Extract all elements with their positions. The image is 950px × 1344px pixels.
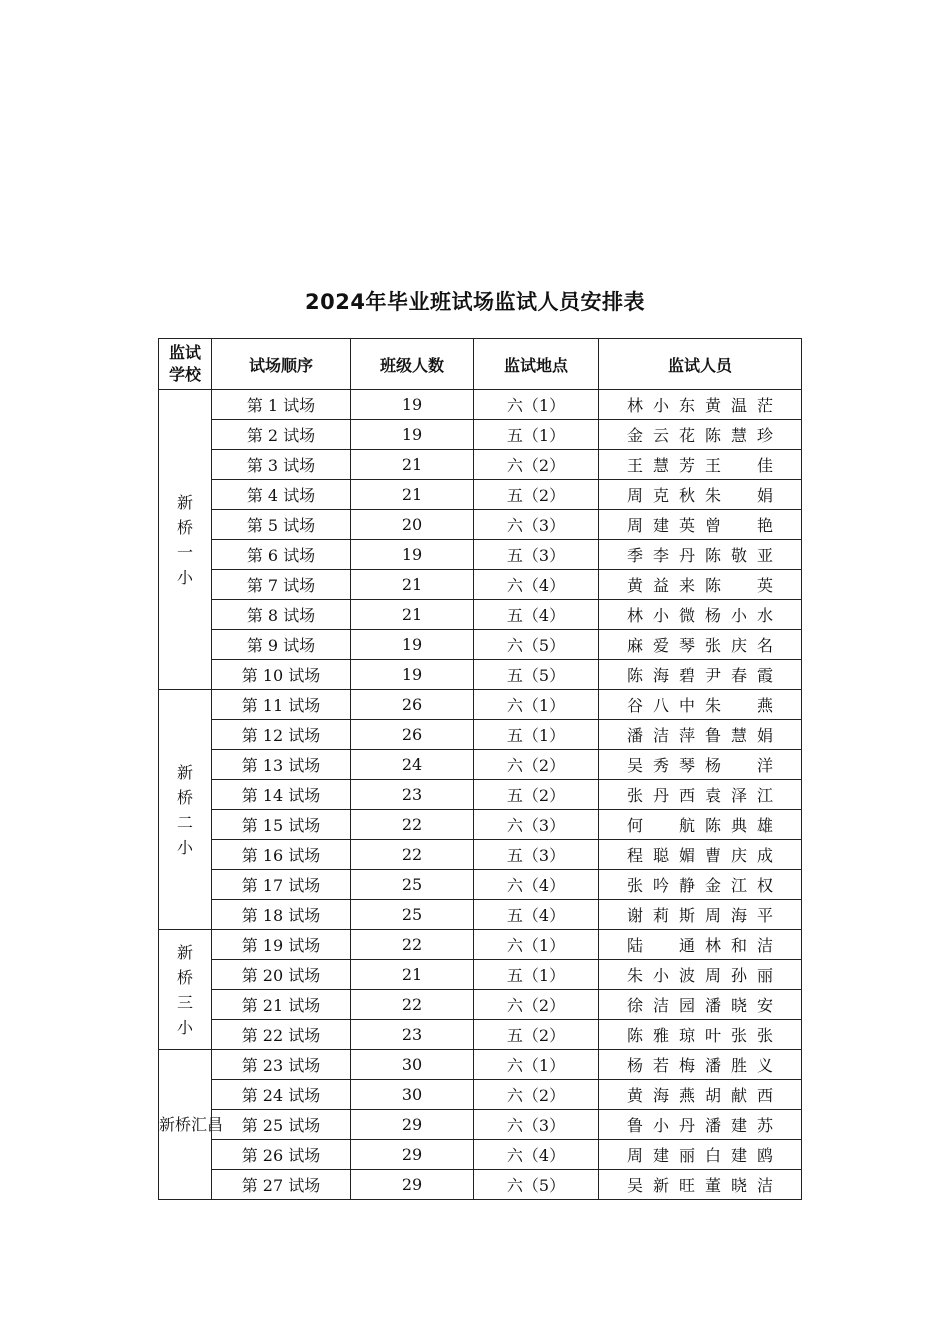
count-cell: 20 [351,510,474,540]
proctors-cell [599,480,802,510]
count-cell: 21 [351,480,474,510]
count-cell: 29 [351,1110,474,1140]
location-cell: 六（2） [474,750,599,780]
school-name: 新 桥 三 小 [176,942,193,1037]
location-cell: 六（5） [474,630,599,660]
school-name: 新 桥 二 小 [176,762,193,857]
table-row [159,390,802,420]
room-cell: 第 9 试场 [212,630,351,660]
room-cell: 第 7 试场 [212,570,351,600]
proctor-name: 朱小波 [627,966,695,985]
table-row [159,1020,802,1050]
proctors-cell [599,600,802,630]
proctor-name: 程聪媚 [627,846,695,865]
room-cell: 第 8 试场 [212,600,351,630]
location-cell: 五（4） [474,900,599,930]
proctors-cell [599,900,802,930]
proctor-name: 陈敬亚 [705,546,773,565]
table-row [159,480,802,510]
table-row [159,1080,802,1110]
proctors-cell [599,990,802,1020]
proctor-name: 周建丽 [627,1146,695,1165]
room-cell: 第 13 试场 [212,750,351,780]
location-cell: 六（1） [474,930,599,960]
location-cell: 五（2） [474,1020,599,1050]
proctor-name: 潘洁萍 [627,726,695,745]
table-row [159,930,802,960]
proctor-name: 周克秋 [627,486,695,505]
proctor-name: 张庆名 [705,636,773,655]
location-cell: 六（2） [474,1080,599,1110]
room-cell: 第 14 试场 [212,780,351,810]
location-cell: 六（4） [474,570,599,600]
table-row [159,420,802,450]
proctor-name: 陆 通 [627,936,695,955]
table-row [159,1050,802,1080]
count-cell: 21 [351,960,474,990]
table-row [159,870,802,900]
table-row [159,810,802,840]
location-cell: 五（2） [474,480,599,510]
proctors-cell [599,630,802,660]
count-cell: 22 [351,840,474,870]
proctor-name: 林小微 [627,606,695,625]
proctor-name: 王慧芳 [627,456,695,475]
location-cell: 六（4） [474,1140,599,1170]
proctors-cell [599,810,802,840]
school-name-cell [159,1050,224,1200]
proctor-name: 朱 娟 [705,486,773,505]
count-cell: 25 [351,900,474,930]
location-cell: 六（3） [474,1110,599,1140]
proctor-name: 周孙丽 [705,966,773,985]
proctors-cell [599,750,802,780]
table-row [159,1140,802,1170]
proctor-name: 陈海碧 [627,666,695,685]
room-cell: 第 26 试场 [212,1140,351,1170]
proctors-cell [599,1140,802,1170]
school-name-cell [159,690,212,930]
proctor-name: 朱 燕 [705,696,773,715]
room-cell: 第 27 试场 [212,1170,351,1200]
proctors-cell [599,660,802,690]
proctor-name: 黄海燕 [627,1086,695,1105]
proctor-name: 吴秀琴 [627,756,695,775]
proctor-name: 谢莉斯 [627,906,695,925]
location-cell: 六（3） [474,810,599,840]
room-cell: 第 19 试场 [212,930,351,960]
location-cell: 五（3） [474,840,599,870]
count-cell: 22 [351,990,474,1020]
room-cell: 第 24 试场 [212,1080,351,1110]
table-row [159,750,802,780]
header-row [159,339,802,390]
proctors-cell [599,1050,802,1080]
school-name: 新 桥 一 小 [176,492,193,587]
proctor-name: 黄温茫 [705,396,773,415]
header-room: 试场顺序 [212,339,351,390]
room-cell: 第 12 试场 [212,720,351,750]
room-cell: 第 1 试场 [212,390,351,420]
count-cell: 23 [351,780,474,810]
location-cell: 五（3） [474,540,599,570]
location-cell: 五（5） [474,660,599,690]
proctor-name: 杨 洋 [705,756,773,775]
table-row [159,900,802,930]
proctors-cell [599,390,802,420]
table-body [159,390,802,1200]
proctors-cell [599,540,802,570]
proctor-name: 尹春霞 [705,666,773,685]
proctor-name: 麻爱琴 [627,636,695,655]
location-cell: 五（4） [474,600,599,630]
proctor-name: 王 佳 [705,456,773,475]
location-cell: 五（1） [474,720,599,750]
proctors-cell [599,1170,802,1200]
table-row [159,1110,802,1140]
room-cell: 第 4 试场 [212,480,351,510]
proctor-name: 陈 英 [705,576,773,595]
proctor-name: 潘建苏 [705,1116,773,1135]
proctor-name: 曹庆成 [705,846,773,865]
proctor-name: 叶张张 [705,1026,773,1045]
proctor-name: 陈雅琼 [627,1026,695,1045]
count-cell: 21 [351,450,474,480]
proctors-cell [599,930,802,960]
header-proctors: 监试人员 [599,339,802,390]
proctor-name: 陈典雄 [705,816,773,835]
room-cell: 第 5 试场 [212,510,351,540]
location-cell: 六（5） [474,1170,599,1200]
count-cell: 23 [351,1020,474,1050]
count-cell: 30 [351,1080,474,1110]
count-cell: 30 [351,1050,474,1080]
table-row [159,780,802,810]
table-row [159,540,802,570]
proctor-name: 潘晓安 [705,996,773,1015]
room-cell: 第 11 试场 [212,690,351,720]
room-cell: 第 15 试场 [212,810,351,840]
count-cell: 19 [351,420,474,450]
proctor-name: 张吟静 [627,876,695,895]
proctors-cell [599,510,802,540]
room-cell: 第 2 试场 [212,420,351,450]
proctors-cell [599,1080,802,1110]
room-cell: 第 21 试场 [212,990,351,1020]
proctors-cell [599,780,802,810]
proctor-name: 胡献西 [705,1086,773,1105]
proctors-cell [599,1110,802,1140]
count-cell: 22 [351,930,474,960]
location-cell: 六（2） [474,990,599,1020]
proctor-name: 潘胜义 [705,1056,773,1075]
proctor-name: 陈慧珍 [705,426,773,445]
proctor-name: 杨小水 [705,606,773,625]
proctor-name: 董晓洁 [705,1176,773,1195]
count-cell: 25 [351,870,474,900]
count-cell: 29 [351,1170,474,1200]
proctor-name: 杨若梅 [627,1056,695,1075]
proctors-cell [599,870,802,900]
location-cell: 五（2） [474,780,599,810]
header-school: 监试学校 [159,339,212,390]
proctors-cell [599,1020,802,1050]
count-cell: 22 [351,810,474,840]
room-cell: 第 3 试场 [212,450,351,480]
room-cell: 第 23 试场 [212,1050,351,1080]
location-cell: 六（3） [474,510,599,540]
proctors-cell [599,450,802,480]
location-cell: 五（1） [474,960,599,990]
table-row [159,840,802,870]
count-cell: 24 [351,750,474,780]
location-cell: 六（4） [474,870,599,900]
proctor-name: 林小东 [627,396,695,415]
room-cell: 第 17 试场 [212,870,351,900]
location-cell: 六（1） [474,390,599,420]
location-cell: 五（1） [474,420,599,450]
proctor-name: 曾 艳 [705,516,773,535]
table-row [159,450,802,480]
table-row [159,570,802,600]
header-count: 班级人数 [351,339,474,390]
location-cell: 六（1） [474,690,599,720]
proctor-name: 吴新旺 [627,1176,695,1195]
proctor-name: 鲁小丹 [627,1116,695,1135]
count-cell: 29 [351,1140,474,1170]
proctor-name: 何 航 [627,816,695,835]
proctors-cell [599,840,802,870]
proctors-cell [599,960,802,990]
proctors-cell [599,570,802,600]
location-cell: 六（2） [474,450,599,480]
proctor-name: 白建鸥 [705,1146,773,1165]
proctor-name: 周建英 [627,516,695,535]
proctor-name: 徐洁园 [627,996,695,1015]
count-cell: 19 [351,390,474,420]
room-cell: 第 20 试场 [212,960,351,990]
proctor-name: 张丹西 [627,786,695,805]
room-cell: 第 22 试场 [212,1020,351,1050]
table-row [159,720,802,750]
proctor-name: 鲁慧娟 [705,726,773,745]
count-cell: 19 [351,660,474,690]
room-cell: 第 10 试场 [212,660,351,690]
table-row [159,600,802,630]
room-cell: 第 25 试场 [212,1110,351,1140]
table-row [159,990,802,1020]
proctor-name: 谷八中 [627,696,695,715]
location-cell: 六（1） [474,1050,599,1080]
proctor-name: 季李丹 [627,546,695,565]
school-name: 新桥汇昌 [159,1114,224,1134]
count-cell: 21 [351,570,474,600]
room-cell: 第 6 试场 [212,540,351,570]
proctor-name: 黄益来 [627,576,695,595]
count-cell: 19 [351,540,474,570]
count-cell: 26 [351,720,474,750]
table-row [159,510,802,540]
proctor-name: 金江权 [705,876,773,895]
table-row [159,960,802,990]
schedule-table [158,338,802,1200]
header-location: 监试地点 [474,339,599,390]
proctor-name: 周海平 [705,906,773,925]
room-cell: 第 18 试场 [212,900,351,930]
table-row [159,630,802,660]
page-title: 2024年毕业班试场监试人员安排表 [305,290,645,314]
proctor-name: 金云花 [627,426,695,445]
count-cell: 19 [351,630,474,660]
school-name-cell [159,390,212,690]
school-name-cell [159,930,212,1050]
table-row [159,660,802,690]
proctors-cell [599,420,802,450]
room-cell: 第 16 试场 [212,840,351,870]
proctor-name: 林和洁 [705,936,773,955]
proctor-name: 袁泽江 [705,786,773,805]
count-cell: 26 [351,690,474,720]
proctors-cell [599,690,802,720]
count-cell: 21 [351,600,474,630]
table-header [159,339,802,390]
table-row [159,1170,802,1200]
table-row [159,690,802,720]
proctors-cell [599,720,802,750]
